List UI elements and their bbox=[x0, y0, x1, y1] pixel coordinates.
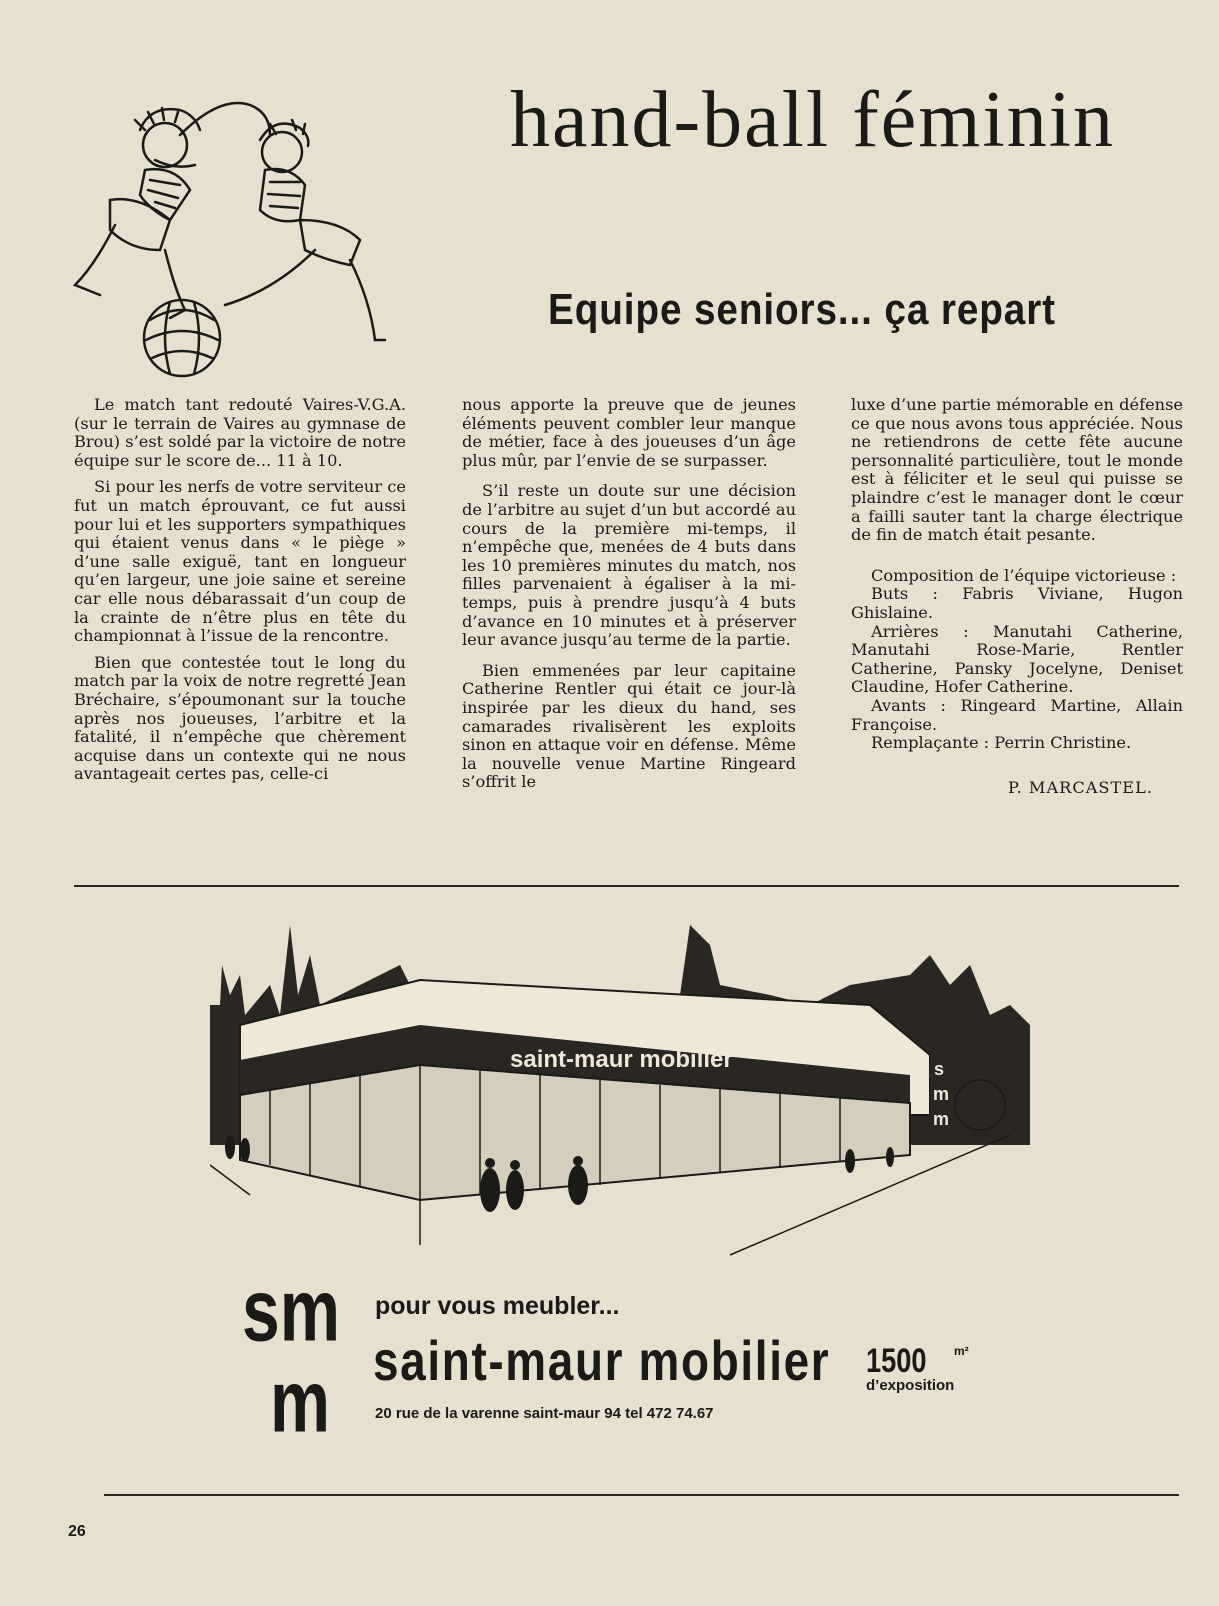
article-column-3 bbox=[851, 396, 1183, 797]
page-title: hand-ball féminin bbox=[510, 76, 1115, 164]
article-subtitle: Equipe seniors... ça repart bbox=[548, 285, 1056, 334]
store-sign: saint-maur mobilier bbox=[510, 1046, 733, 1073]
ad-address: 20 rue de la varenne saint-maur 94 tel 472 74.67 bbox=[375, 1405, 714, 1422]
lineup-line: Composition de l’équipe victorieuse : bbox=[871, 565, 1177, 585]
area-label: d’exposition bbox=[866, 1377, 955, 1394]
store-building-illustration bbox=[210, 925, 1030, 1265]
divider bbox=[74, 885, 1179, 887]
divider bbox=[104, 1494, 1179, 1496]
paragraph: nous apporte la preuve que de jeunes éléments peuvent combler leur manque de métier, face à des joueuses d’un âge plus mûr, par l’envie de se surpasser. bbox=[462, 395, 796, 470]
article-column-2 bbox=[462, 396, 796, 800]
paragraph: Bien emmenées par leur capitaine Catherine Rentler qui était ce jour-là inspirée par les dieux du hand, ses camarades rivalisèrent les exploits sinon en attaque voir en défense. Même la nouvelle venue Martine Ringeard s’offrit le bbox=[462, 660, 796, 792]
handball-players-illustration bbox=[70, 90, 410, 380]
area-value: 1500 bbox=[866, 1342, 927, 1380]
paragraph: Le match tant redouté Vaires-V.G.A. (sur le terrain de Vaires au gymnase de Brou) s’est soldé par la victoire de notre équipe sur le score de... 11 à 10. bbox=[74, 395, 406, 470]
svg-text:m: m bbox=[933, 1109, 950, 1129]
lineup-line: Remplaçante : Perrin Christine. bbox=[871, 733, 1132, 753]
small-store-sign: s bbox=[934, 1059, 945, 1079]
ad-brand-name: saint-maur mobilier bbox=[373, 1329, 831, 1392]
area-unit: m² bbox=[954, 1344, 969, 1358]
paragraph: S’il reste un doute sur une décision de l’arbitre au sujet d’un but accordé au cours de la première mi-temps, il n’empêche que, menées de 4 buts dans les 10 premières minutes du match, nos filles parvenaient à égaliser à la mi-temps, puis à prendre jusqu’à 4 buts d’avance en 10 minutes et à préserver leur avance jusqu’au terme de la partie. bbox=[462, 481, 796, 650]
page-number: 26 bbox=[68, 1523, 86, 1540]
paragraph: Bien que contestée tout le long du match par la voix de notre regretté Jean Bréchaire, s’époumonant sur la touche après nos joueuses, l’arbitre et la fatalité, il n’empêche que chèrement acquise dans un contexte qui ne nous avantageait certes pas, celle-ci bbox=[74, 652, 406, 784]
exhibition-area bbox=[866, 1342, 969, 1394]
svg-text:m: m bbox=[270, 1351, 330, 1440]
svg-text:m: m bbox=[933, 1084, 950, 1104]
paragraph: luxe d’une partie mémorable en défense ce que nous avons tous appréciée. Nous ne retiendrons de cette fête aucune personnalité particulière, tout le monde est à féliciter et le seul qui puisse se plaindre c’est le manager dont le cœur a failli sauter tant la charge électrique de fin de match était pesante. bbox=[851, 395, 1183, 545]
author-signature: P. MARCASTEL. bbox=[1007, 777, 1153, 797]
article-column-1 bbox=[74, 396, 406, 792]
svg-text:sm: sm bbox=[242, 1265, 340, 1360]
lineup-line: Avants : Ringeard Martine, Allain Françoise. bbox=[851, 695, 1183, 734]
paragraph: Si pour les nerfs de votre serviteur ce fut un match éprouvant, ce fut aussi pour lui et les supporters sympathiques qui étaient venus dans « le piège » d’une salle exiguë, tant en longueur qu’en largeur, une joie saine et sereine car elle nous débarassait d’un coup de la crainte de n’être plus en tête du championnat à l’issue de la rencontre. bbox=[74, 477, 406, 646]
lineup-line: Buts : Fabris Viviane, Hugon Ghislaine. bbox=[851, 584, 1183, 622]
ad-tagline: pour vous meubler... bbox=[375, 1292, 620, 1320]
smm-logo bbox=[242, 1265, 342, 1440]
team-lineup bbox=[851, 567, 1183, 753]
lineup-line: Arrières : Manutahi Catherine, Manutahi Rose-Marie, Rentler Catherine, Pansky Jocelyne, Deniset Claudine, Hofer Catherine. bbox=[851, 621, 1183, 697]
